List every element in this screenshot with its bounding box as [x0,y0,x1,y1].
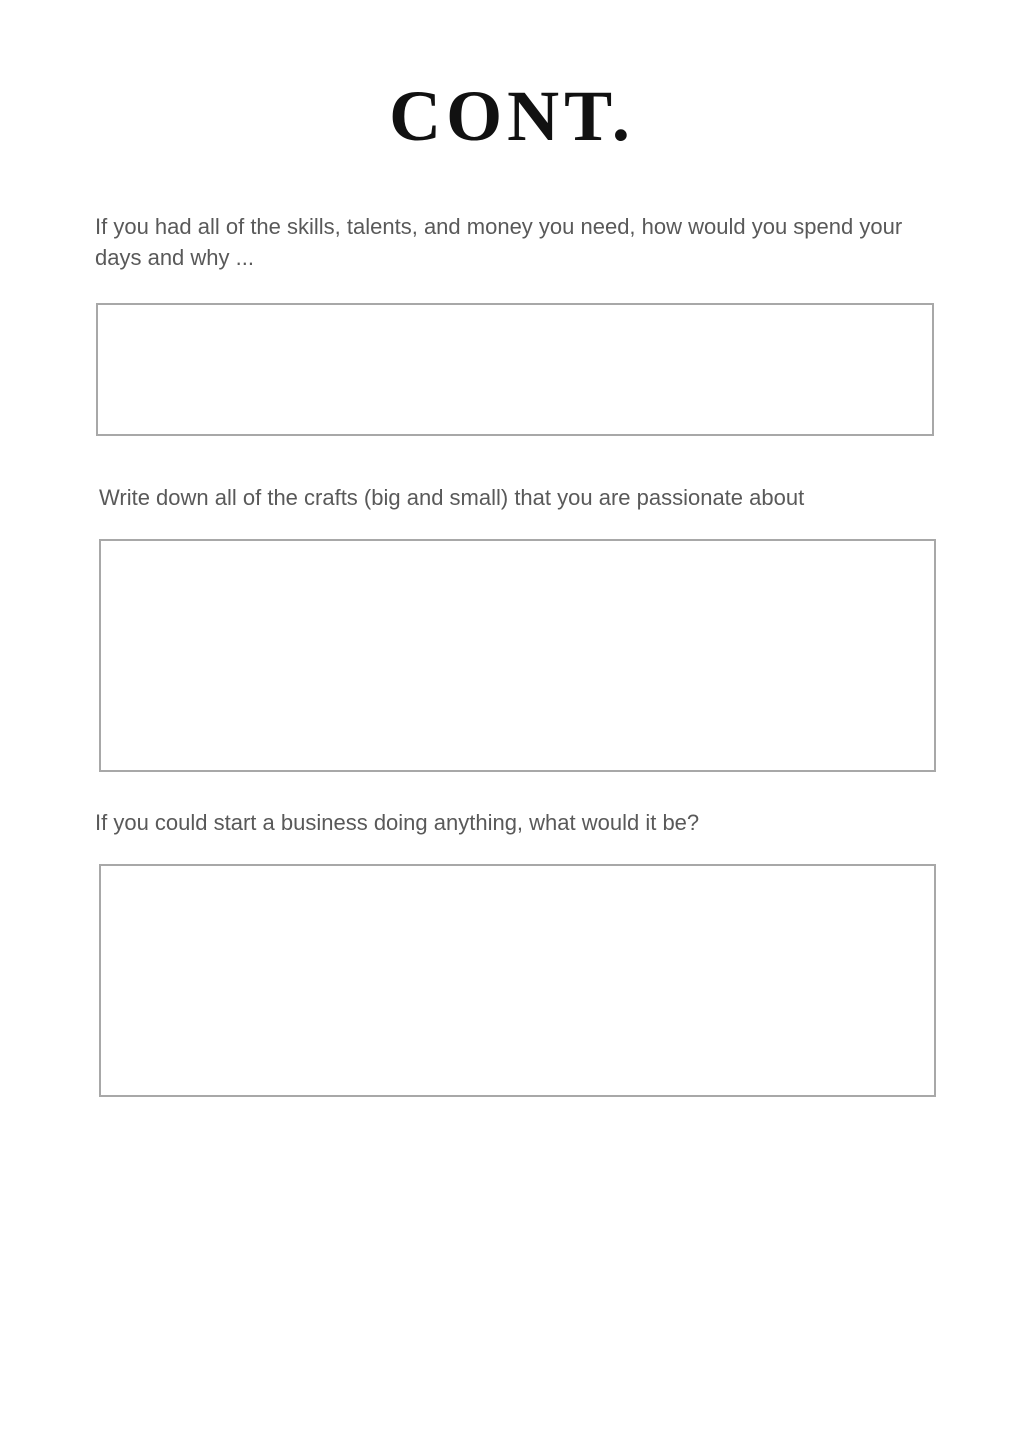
question-2-prompt: Write down all of the crafts (big and small) that you are passionate about [99,485,805,510]
answer-box-3[interactable] [99,864,936,1097]
question-1-prompt: If you had all of the skills, talents, and money you need, how would you spend your days and why ... [95,214,903,270]
page-title: CONT. [389,76,635,156]
question-3-prompt: If you could start a business doing anything, what would it be? [95,810,700,835]
answer-box-2[interactable] [99,539,936,772]
answer-box-1[interactable] [96,303,934,436]
